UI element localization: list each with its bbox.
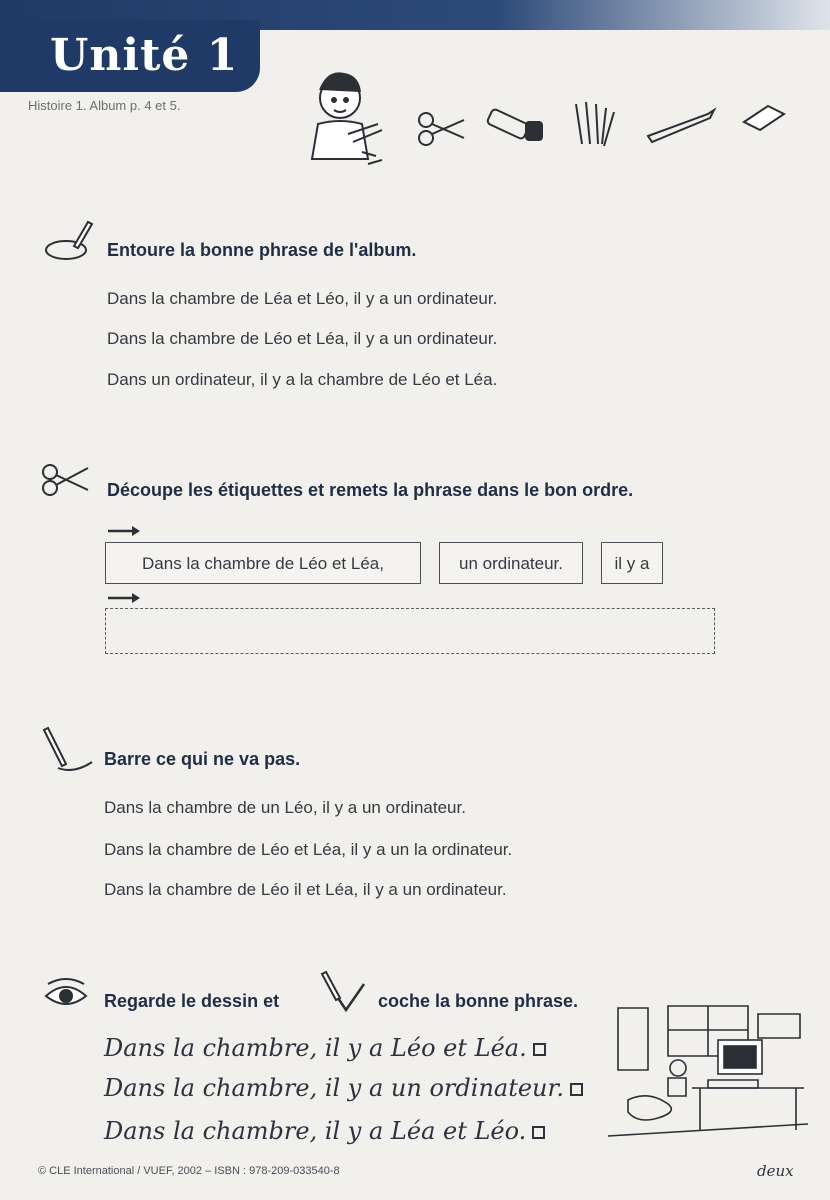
checkbox[interactable] bbox=[570, 1083, 583, 1096]
answer-box[interactable] bbox=[105, 608, 715, 654]
eraser-icon bbox=[744, 106, 784, 130]
page-number-word: deux bbox=[757, 1162, 794, 1180]
exercise1-sentence[interactable]: Dans un ordinateur, il y a la chambre de Léo et Léa. bbox=[107, 370, 498, 389]
supplies-illustration bbox=[298, 64, 798, 174]
word-label[interactable]: Dans la chambre de Léo et Léa, bbox=[105, 542, 421, 584]
checkmark-pencil-icon bbox=[316, 970, 368, 1016]
scissors-icon bbox=[38, 460, 94, 500]
exercise3-sentence[interactable]: Dans la chambre de Léo et Léa, il y a un la ordinateur. bbox=[104, 840, 513, 859]
word-label[interactable]: un ordinateur. bbox=[439, 542, 583, 584]
checkbox[interactable] bbox=[533, 1043, 546, 1056]
pencils-icon bbox=[576, 102, 614, 146]
exercise4-sentence[interactable]: Dans la chambre, il y a un ordinateur. bbox=[104, 1074, 583, 1102]
exercise4-instruction-part1: Regarde le dessin et bbox=[104, 991, 280, 1011]
exercise1-sentence[interactable]: Dans la chambre de Léa et Léo, il y a un ordinateur. bbox=[107, 289, 498, 308]
pencil-icon bbox=[648, 110, 714, 142]
word-label[interactable]: il y a bbox=[601, 542, 663, 584]
exercise4-sentence[interactable]: Dans la chambre, il y a Léo et Léa. bbox=[104, 1034, 546, 1062]
boy-cutting-icon bbox=[312, 73, 382, 164]
glue-stick-icon bbox=[486, 108, 542, 140]
arrow-right-icon bbox=[106, 591, 142, 605]
strike-pencil-icon bbox=[40, 726, 96, 776]
arrow-right-icon bbox=[106, 524, 142, 538]
exercise1-instruction: Entoure la bonne phrase de l'album. bbox=[107, 240, 417, 260]
checkbox[interactable] bbox=[532, 1126, 545, 1139]
story-reference: Histoire 1. Album p. 4 et 5. bbox=[28, 98, 181, 113]
exercise4-sentence[interactable]: Dans la chambre, il y a Léa et Léo. bbox=[104, 1117, 545, 1145]
exercise3-sentence[interactable]: Dans la chambre de un Léo, il y a un ordinateur. bbox=[104, 798, 466, 817]
exercise3-sentence[interactable]: Dans la chambre de Léo il et Léa, il y a un ordinateur. bbox=[104, 880, 507, 899]
scissors-icon bbox=[419, 113, 464, 145]
exercise1-sentence[interactable]: Dans la chambre de Léo et Léa, il y a un ordinateur. bbox=[107, 329, 498, 348]
unit-title: Unité 1 bbox=[50, 30, 239, 81]
eye-icon bbox=[44, 978, 88, 1014]
copyright-footer: © CLE International / VUEF, 2002 – ISBN : 978-209-033540-8 bbox=[38, 1165, 340, 1177]
pencil-circle-icon bbox=[44, 216, 96, 262]
exercise4-instruction-part2: coche la bonne phrase. bbox=[378, 991, 579, 1011]
exercise2-instruction: Découpe les étiquettes et remets la phrase dans le bon ordre. bbox=[107, 480, 634, 500]
bedroom-illustration bbox=[608, 1000, 808, 1140]
exercise3-instruction: Barre ce qui ne va pas. bbox=[104, 749, 301, 769]
